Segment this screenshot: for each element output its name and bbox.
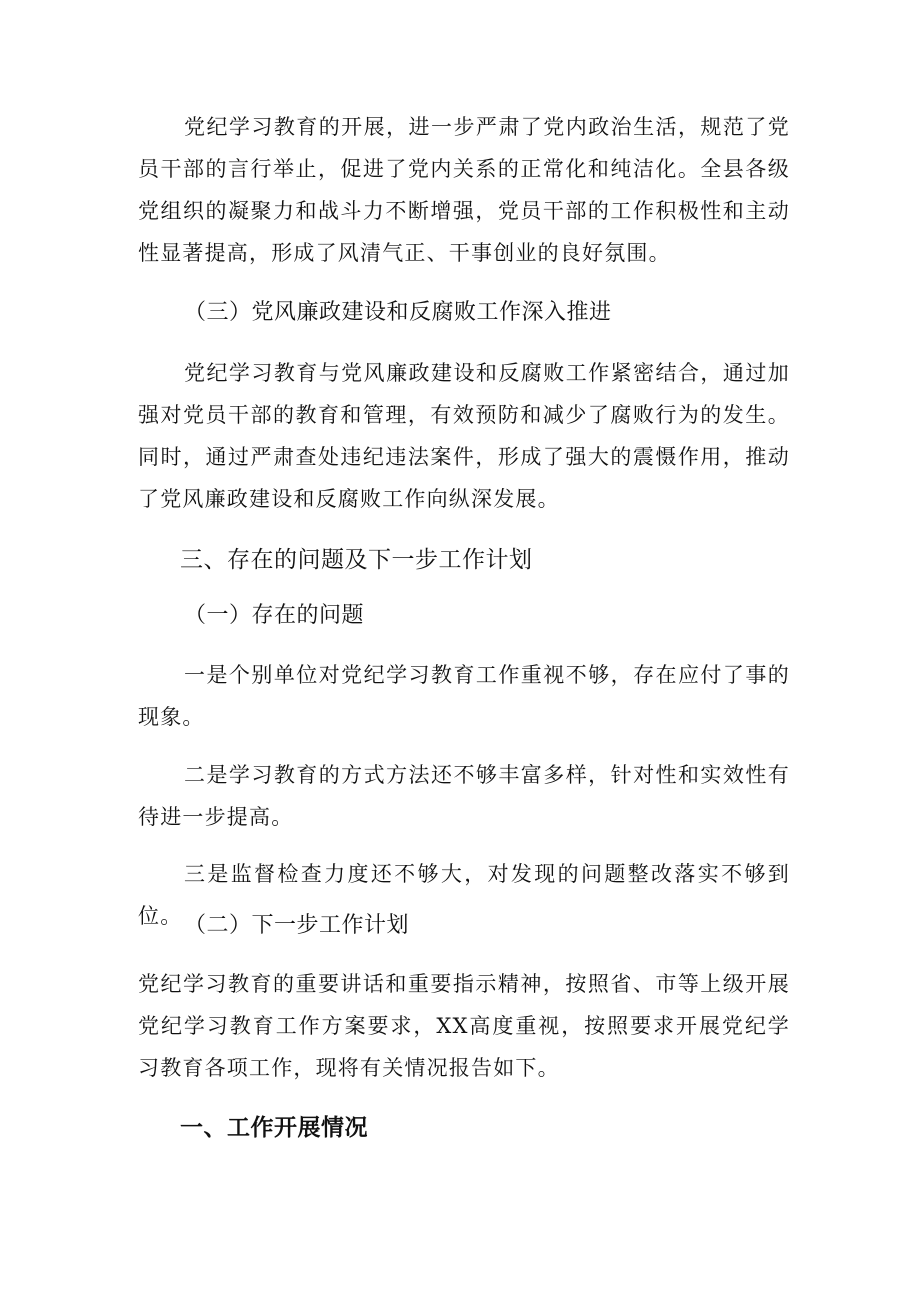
section-heading-work-status: 一、工作开展情况 bbox=[180, 1115, 368, 1141]
paragraph-report-intro: 党纪学习教育的重要讲话和重要指示精神，按照省、市等上级开展党纪学习教育工作方案要求，XX高度重视，按照要求开展党纪学习教育各项工作，现将有关情况报告如下。 bbox=[138, 972, 790, 1080]
subheading-anti-corruption: （三）党风廉政建设和反腐败工作深入推进 bbox=[184, 300, 612, 325]
section-heading-problems-and-plan: 三、存在的问题及下一步工作计划 bbox=[180, 547, 533, 573]
paragraph-anti-corruption: 党纪学习教育与党风廉政建设和反腐败工作紧密结合，通过加强对党员干部的教育和管理，有效预防和减少了腐败行为的发生。同时，通过严肃查处违纪违法案件，形成了强大的震慑作用，推动了党风廉政建设和反腐败工作向纵深发展。 bbox=[138, 361, 790, 511]
paragraph-problem-one: 一是个别单位对党纪学习教育工作重视不够，存在应付了事的现象。 bbox=[138, 663, 790, 729]
paragraph-problem-three: 三是监督检查力度还不够大，对发现的问题整改落实不够到位。 bbox=[138, 862, 790, 928]
paragraph-problem-two: 二是学习教育的方式方法还不够丰富多样，针对性和实效性有待进一步提高。 bbox=[138, 763, 790, 829]
paragraph-party-discipline-effects: 党纪学习教育的开展，进一步严肃了党内政治生活，规范了党员干部的言行举止，促进了党内关系的正常化和纯洁化。全县各级党组织的凝聚力和战斗力不断增强，党员干部的工作积极性和主动性显著提高，形成了风清气正、干事创业的良好氛围。 bbox=[138, 115, 790, 265]
subheading-next-work-plan: （二）下一步工作计划 bbox=[184, 913, 410, 938]
subheading-existing-problems: （一）存在的问题 bbox=[184, 603, 365, 628]
